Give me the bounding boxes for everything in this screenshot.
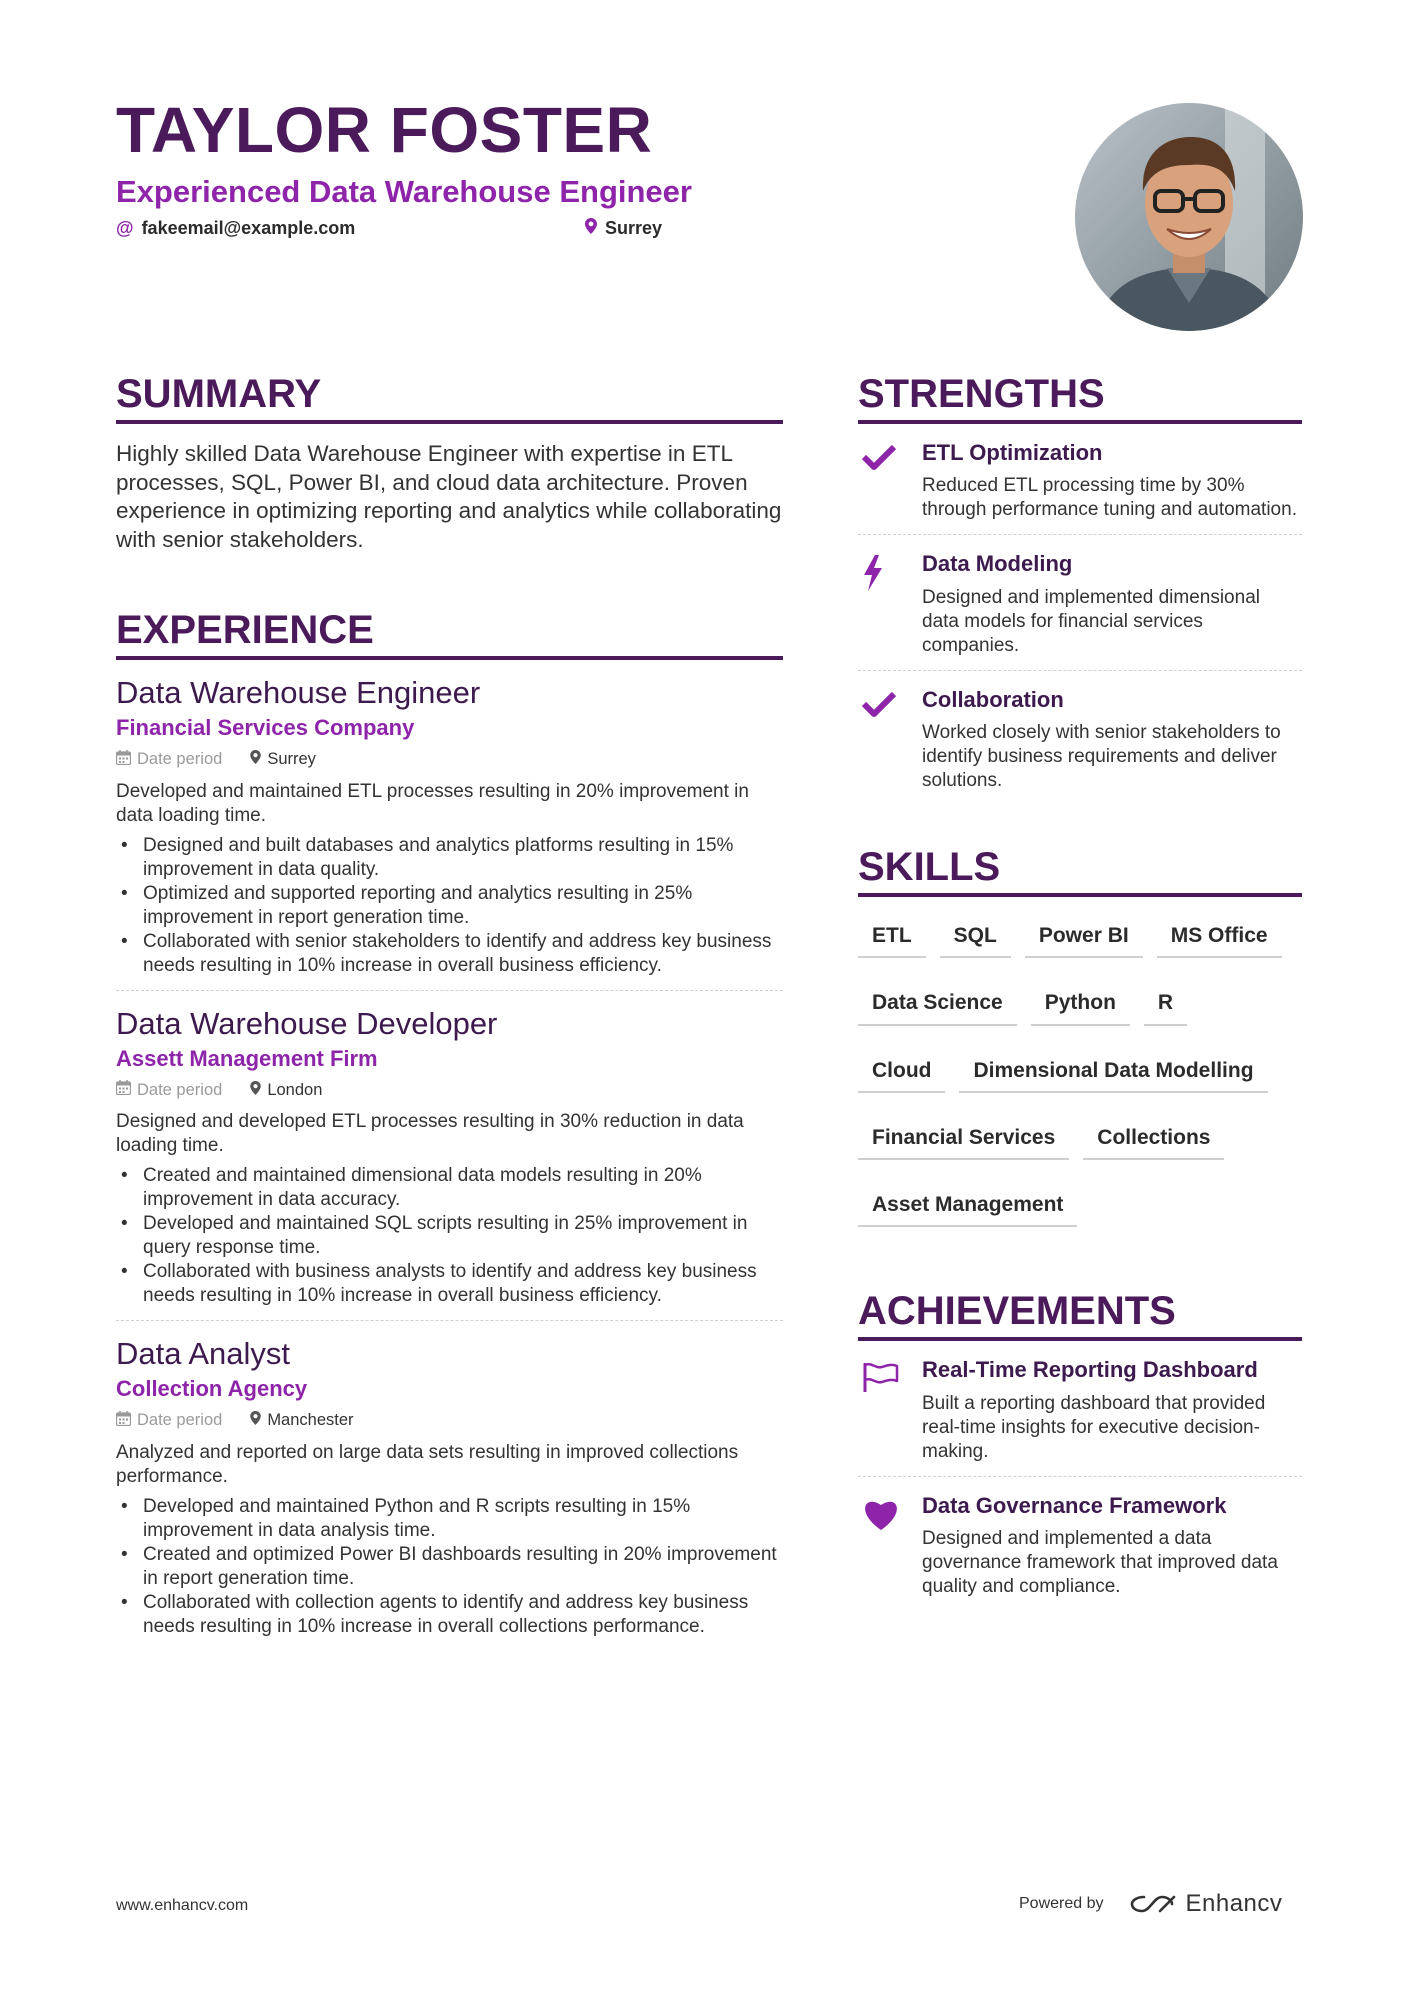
lightning-bolt-icon	[858, 551, 922, 657]
strength-title: ETL Optimization	[922, 440, 1103, 465]
footer-website-link[interactable]: www.enhancv.com	[116, 1897, 249, 1914]
job-date: Date period	[116, 1080, 222, 1100]
job-location: London	[250, 1081, 322, 1100]
location-pin-icon	[250, 1411, 261, 1430]
job-description: Developed and maintained ETL processes resulting in 20% improvement in data loading time.	[116, 780, 749, 826]
job-bullets	[116, 1495, 783, 1639]
skill-tag: Power BI	[1025, 917, 1143, 958]
achievements-heading: ACHIEVEMENTS	[858, 1289, 1302, 1341]
achievement-text: Designed and implemented a data governance framework that improved data quality and compliance.	[922, 1527, 1278, 1597]
skill-tag: MS Office	[1157, 917, 1282, 958]
achievement-text: Built a reporting dashboard that provided real-time insights for executive decision-making.	[922, 1392, 1266, 1462]
list-item: • Optimized and supported reporting and analytics resulting in 25% improvement in report generation time.	[116, 882, 783, 930]
skill-tag: Cloud	[858, 1052, 945, 1093]
strengths-heading: STRENGTHS	[858, 372, 1302, 424]
company-name: Assett Management Firm	[116, 1045, 378, 1071]
list-item: • Created and maintained dimensional data models resulting in 20% improvement in data accuracy.	[116, 1164, 783, 1212]
skill-tag: ETL	[858, 917, 926, 958]
footer-powered-by[interactable]	[1019, 1890, 1282, 1918]
location-text: Surrey	[605, 218, 663, 238]
company-name: Collection Agency	[116, 1376, 308, 1402]
candidate-role: Experienced Data Warehouse Engineer	[116, 174, 692, 209]
strength-title: Collaboration	[922, 686, 1064, 712]
strength-text: Reduced ETL processing time by 30% through performance tuning and automation.	[922, 475, 1297, 521]
achievement-item	[858, 1476, 1302, 1611]
location-pin-icon	[250, 1081, 261, 1100]
skill-tag: Asset Management	[858, 1186, 1077, 1227]
list-item: • Developed and maintained SQL scripts resulting in 25% improvement in query response time.	[116, 1212, 783, 1260]
list-item: • Collaborated with senior stakeholders to identify and address key business needs resulting in 10% increase in overall business efficiency.	[116, 930, 783, 978]
summary-heading: SUMMARY	[116, 372, 783, 424]
skill-tag: Dimensional Data Modelling	[959, 1052, 1267, 1093]
skills-heading: SKILLS	[858, 845, 1302, 897]
strength-text: Designed and implemented dimensional data models for financial services companies.	[922, 586, 1260, 656]
skill-tag: Financial Services	[858, 1119, 1069, 1160]
job-entry	[116, 990, 783, 1321]
skill-tag: Python	[1031, 984, 1130, 1025]
location-pin-icon	[585, 218, 597, 239]
job-description: Analyzed and reported on large data sets resulting in improved collections performance.	[116, 1441, 739, 1487]
strength-item	[858, 670, 1302, 805]
contact-location	[585, 218, 662, 239]
job-meta	[116, 750, 783, 770]
job-date: Date period	[116, 750, 222, 770]
enhancv-logo-text: Enhancv	[1185, 1890, 1283, 1917]
job-bullets	[116, 834, 783, 978]
job-title: Data Warehouse Engineer	[116, 675, 481, 710]
skills-section	[858, 845, 1302, 1253]
right-column	[858, 372, 1302, 1611]
heart-icon	[858, 1493, 922, 1599]
job-date: Date period	[116, 1411, 222, 1431]
job-meta	[116, 1411, 783, 1431]
list-item: • Created and optimized Power BI dashboards resulting in 20% improvement in report generation time.	[116, 1543, 783, 1591]
strength-item	[858, 424, 1302, 534]
enhancv-logo	[1130, 1890, 1283, 1918]
calendar-icon	[116, 1411, 131, 1431]
experience-section	[116, 608, 783, 1651]
skill-tag: R	[1144, 984, 1187, 1025]
contact-email[interactable]	[116, 218, 355, 239]
at-sign-icon: @	[116, 218, 134, 238]
experience-heading: EXPERIENCE	[116, 608, 783, 660]
skill-tag: Data Science	[858, 984, 1017, 1025]
job-title: Data Warehouse Developer	[116, 1005, 498, 1041]
achievement-title: Real-Time Reporting Dashboard	[922, 1357, 1258, 1383]
job-entry	[116, 674, 783, 990]
company-name: Financial Services Company	[116, 715, 415, 741]
list-item: • Collaborated with business analysts to identify and address key business needs resulting in 10% increase in overall business efficiency.	[116, 1260, 783, 1308]
powered-by-label: Powered by	[1019, 1895, 1104, 1912]
job-entry	[116, 1320, 783, 1651]
job-meta	[116, 1080, 783, 1100]
summary-text: Highly skilled Data Warehouse Engineer with expertise in ETL processes, SQL, Power BI, and cloud data architecture. Proven experience in optimizing reporting and analytics while collaborating with senior stakeholders.	[116, 441, 782, 552]
profile-photo	[1075, 103, 1303, 331]
flag-icon	[858, 1357, 922, 1463]
enhancv-logo-icon	[1130, 1893, 1176, 1915]
achievements-section	[858, 1289, 1302, 1611]
achievement-item	[858, 1341, 1302, 1475]
list-item: • Designed and built databases and analytics platforms resulting in 15% improvement in data quality.	[116, 834, 783, 882]
checkmark-icon	[858, 440, 922, 522]
strength-item	[858, 534, 1302, 669]
job-location: Surrey	[250, 750, 316, 769]
summary-section	[116, 372, 783, 554]
job-description: Designed and developed ETL processes resulting in 30% reduction in data loading time.	[116, 1111, 744, 1157]
calendar-icon	[116, 750, 131, 770]
location-pin-icon	[250, 750, 261, 769]
checkmark-icon	[858, 687, 922, 793]
calendar-icon	[116, 1080, 131, 1100]
strengths-section	[858, 372, 1302, 805]
skill-tag: SQL	[940, 917, 1011, 958]
list-item: • Collaborated with collection agents to identify and address key business needs resulting in 10% increase in overall collections performance.	[116, 1591, 783, 1639]
skill-tag: Collections	[1083, 1119, 1224, 1160]
job-bullets	[116, 1164, 783, 1308]
list-item: • Developed and maintained Python and R scripts resulting in 15% improvement in data analysis time.	[116, 1495, 783, 1543]
left-column	[116, 372, 783, 1651]
skills-list	[858, 917, 1302, 1253]
job-title: Data Analyst	[116, 1336, 291, 1372]
email-text: fakeemail@example.com	[141, 218, 356, 238]
achievement-title: Data Governance Framework	[922, 1492, 1227, 1518]
job-location: Manchester	[250, 1411, 353, 1430]
strength-text: Worked closely with senior stakeholders to identify business requirements and deliver solutions.	[922, 722, 1281, 792]
strength-title: Data Modeling	[922, 551, 1073, 577]
candidate-name: TAYLOR FOSTER	[116, 94, 653, 166]
